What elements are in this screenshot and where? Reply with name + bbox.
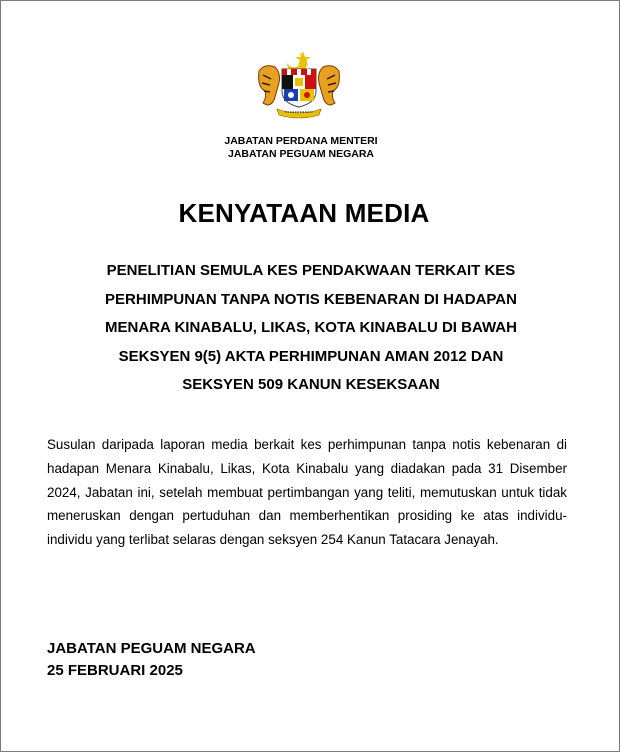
body-paragraph: Susulan daripada laporan media berkait kes perhimpunan tanpa notis kebenaran di hadapan Menara Kinabalu, Likas, Kota Kinabalu yang diadakan pada 31 Disember 2024, Jabatan ini, setelah membuat pertimbangan yang teliti, memutuskan untuk tidak meneruskan dengan pertuduhan dan memberhentikan prosiding ke atas individu-individu yang terlibat selaras dengan seksyen 254 Kanun Tatacara Jenayah. (47, 437, 567, 548)
subject-line: PERHIMPUNAN TANPA NOTIS KEBENARAN DI HADAPAN (105, 290, 517, 308)
signature-block (47, 638, 256, 682)
subject-line: SEKSYEN 9(5) AKTA PERHIMPUNAN AMAN 2012 DAN (118, 347, 504, 365)
subject-line: SEKSYEN 509 KANUN KESEKSAAN (182, 376, 440, 393)
signature-date: 25 FEBRUARI 2025 (47, 662, 183, 679)
department-line-1: JABATAN PERDANA MENTERI (224, 135, 378, 147)
signature-organization: JABATAN PEGUAM NEGARA (47, 640, 256, 657)
subject-heading (61, 257, 561, 400)
department-line-2: JABATAN PEGUAM NEGARA (227, 147, 375, 160)
subject-line: MENARA KINABALU, LIKAS, KOTA KINABALU DI BAWAH (105, 319, 517, 336)
malaysia-coat-of-arms-icon (251, 49, 347, 119)
document-title: KENYATAAN MEDIA (178, 198, 430, 228)
subject-line: PENELITIAN SEMULA KES PENDAKWAAN TERKAIT KES (106, 262, 516, 279)
department-header (1, 135, 619, 160)
